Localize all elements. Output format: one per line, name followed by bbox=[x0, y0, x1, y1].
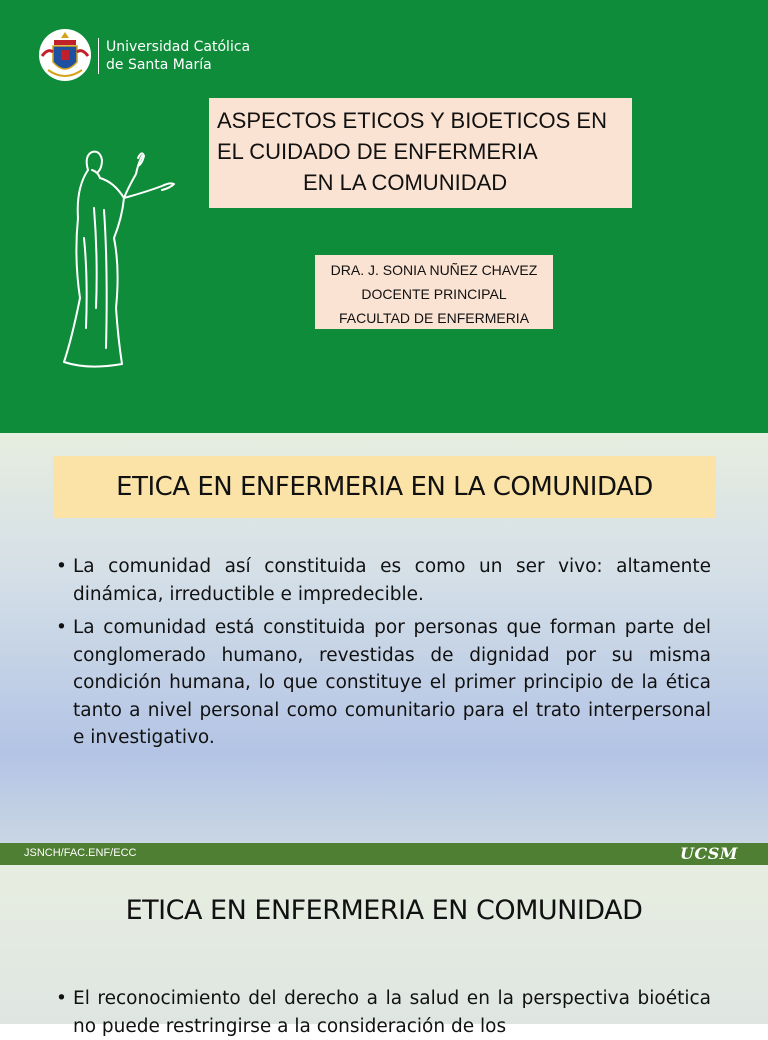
university-name-line2: de Santa María bbox=[106, 57, 212, 73]
praying-figure-icon bbox=[58, 148, 182, 370]
slide-footer bbox=[0, 843, 768, 865]
bullet-item: • La comunidad así constituida es como un ser vivo: altamente dinámica, irreductible e impredecible. bbox=[56, 553, 711, 608]
author-position: DOCENTE PRINCIPAL bbox=[361, 286, 507, 302]
author-info bbox=[315, 255, 553, 329]
bullet-item: • La comunidad está constituida por personas que forman parte del conglomerado humano, revestidas de dignidad por su misma condición humana, lo que constituye el primer principio de la ética tanto a nivel personal como comunitario para el trato interpersonal e investigativo. bbox=[56, 614, 711, 752]
logo-divider bbox=[98, 38, 99, 74]
content-slide-2 bbox=[0, 865, 768, 1037]
title-slide bbox=[0, 0, 768, 433]
footer-code: JSNCH/FAC.ENF/ECC bbox=[24, 847, 137, 859]
bullet-list bbox=[56, 553, 711, 758]
author-name: DRA. J. SONIA NUÑEZ CHAVEZ bbox=[330, 262, 538, 278]
title-line2: EL CUIDADO DE ENFERMERIA bbox=[217, 139, 538, 164]
title-line1: ASPECTOS ETICOS Y BIOETICOS EN bbox=[217, 108, 607, 133]
bullet-list bbox=[56, 985, 711, 1040]
title-line3: EN LA COMUNIDAD bbox=[303, 170, 508, 195]
slide-heading: ETICA EN ENFERMERIA EN COMUNIDAD bbox=[125, 895, 643, 926]
footer-brand: UCSM bbox=[680, 844, 738, 863]
university-crest-icon bbox=[36, 26, 94, 84]
university-name bbox=[106, 38, 250, 74]
presentation-title bbox=[209, 98, 632, 208]
bullet-item: • El reconocimiento del derecho a la salud en la perspectiva bioética no puede restringirse a la consideración de los bbox=[56, 985, 711, 1040]
slide-heading: ETICA EN ENFERMERIA EN LA COMUNIDAD bbox=[53, 456, 716, 518]
author-faculty: FACULTAD DE ENFERMERIA bbox=[338, 310, 530, 326]
content-slide-1 bbox=[0, 433, 768, 843]
university-name-line1: Universidad Católica bbox=[106, 39, 251, 55]
